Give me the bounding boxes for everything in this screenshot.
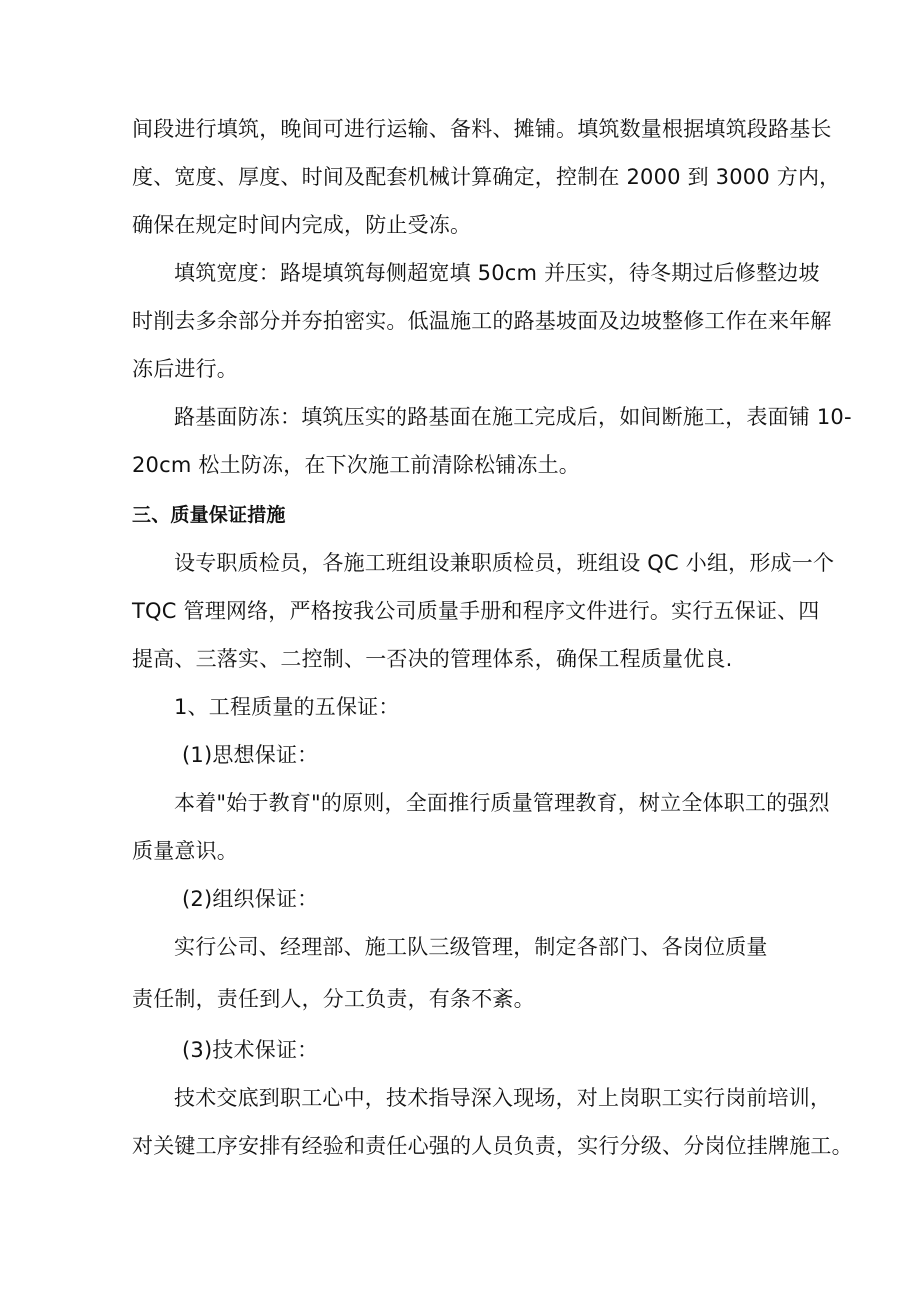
section-heading: 三、质量保证措施 bbox=[132, 504, 286, 526]
body-line: 技术交底到职工心中，技术指导深入现场，对上岗职工实行岗前培训， bbox=[174, 1086, 832, 1110]
body-line: 20cm 松土防冻，在下次施工前清除松铺冻土。 bbox=[132, 453, 580, 477]
body-line: 质量意识。 bbox=[132, 839, 238, 863]
body-line: 本着"始于教育"的原则，全面推行质量管理教育，树立全体职工的强烈 bbox=[174, 791, 830, 815]
body-line: 设专职质检员，各施工班组设兼职质检员，班组设 QC 小组，形成一个 bbox=[174, 551, 835, 575]
body-line: 冻后进行。 bbox=[132, 357, 238, 381]
body-line: 责任制，责任到人，分工负责，有条不紊。 bbox=[132, 987, 535, 1011]
item-heading: (1)思想保证： bbox=[182, 743, 319, 767]
body-line: 实行公司、经理部、施工队三级管理，制定各部门、各岗位质量 bbox=[174, 935, 768, 959]
body-line: TQC 管理网络，严格按我公司质量手册和程序文件进行。实行五保证、四 bbox=[132, 599, 820, 623]
body-line: 间段进行填筑，晚间可进行运输、备料、摊铺。填筑数量根据填筑段路基长 bbox=[132, 117, 832, 141]
body-line: 提高、三落实、二控制、一否决的管理体系，确保工程质量优良. bbox=[132, 647, 733, 671]
body-line: 度、宽度、厚度、时间及配套机械计算确定，控制在 2000 到 3000 方内， bbox=[132, 165, 841, 189]
body-line: 对关键工序安排有经验和责任心强的人员负责，实行分级、分岗位挂牌施工。 bbox=[132, 1134, 853, 1158]
body-line: 填筑宽度：路堤填筑每侧超宽填 50cm 并压实，待冬期过后修整边坡 bbox=[174, 261, 820, 285]
body-line: 时削去多余部分并夯拍密实。低温施工的路基坡面及边坡整修工作在来年解 bbox=[132, 309, 832, 333]
body-line: 路基面防冻：填筑压实的路基面在施工完成后，如间断施工，表面铺 10- bbox=[174, 405, 852, 429]
body-line: 确保在规定时间内完成，防止受冻。 bbox=[132, 213, 472, 237]
item-heading: (3)技术保证： bbox=[182, 1038, 319, 1062]
subsection-heading: 1、工程质量的五保证： bbox=[174, 695, 400, 719]
item-heading: (2)组织保证： bbox=[182, 887, 319, 911]
